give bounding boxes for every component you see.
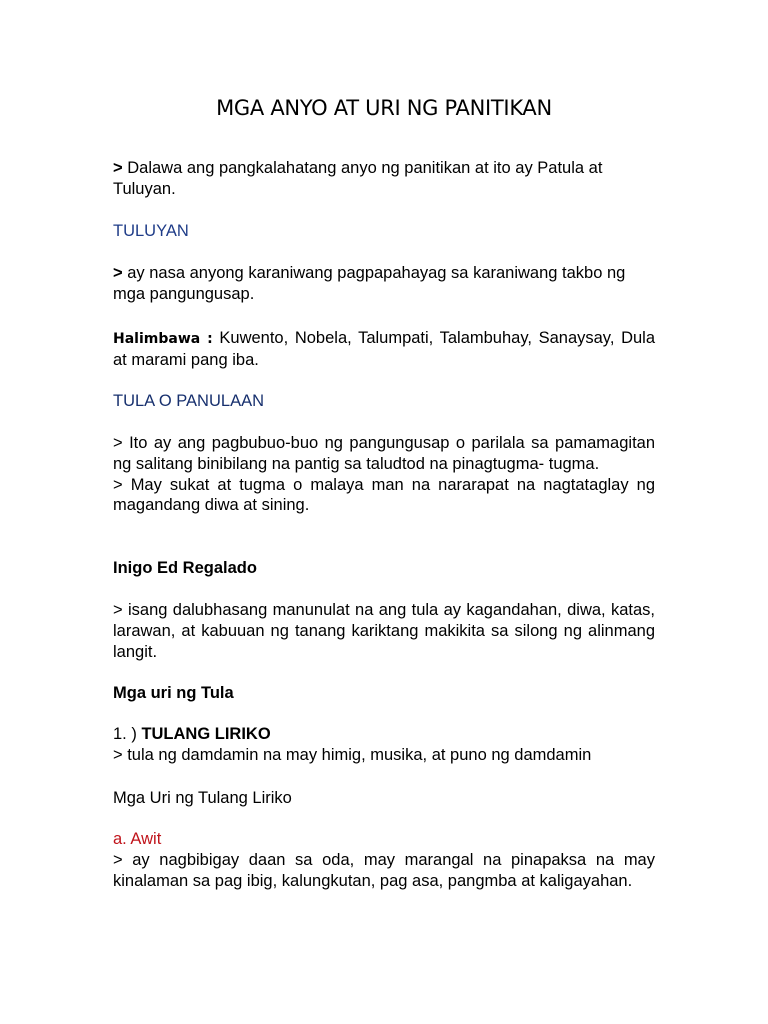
halimbawa-text: Kuwento, Nobela, Talumpati, Talambuhay, Sanaysay, Dula at marami pang iba. <box>113 329 656 369</box>
tulang-liriko-title-line <box>113 724 655 745</box>
halimbawa-label: Halimbawa : <box>113 331 213 347</box>
regalado-heading: Inigo Ed Regalado <box>113 559 257 577</box>
tula-paragraph <box>113 433 655 516</box>
halimbawa-paragraph <box>113 328 655 371</box>
intro-marker: > <box>113 159 123 177</box>
tula-line-2: > May sukat at tugma o malaya man na nararapat na nagtataglay ng magandang diwa at sining. <box>113 475 655 515</box>
awit-heading: a. Awit <box>113 830 162 848</box>
page-title: MGA ANYO AT URI NG PANITIKAN <box>216 96 552 120</box>
tulang-liriko-text: > tula ng damdamin na may himig, musika, at puno ng damdamin <box>113 745 592 764</box>
tulang-liriko-title: TULANG LIRIKO <box>141 725 271 743</box>
tula-heading: TULA O PANULAAN <box>113 392 264 410</box>
tulang-liriko-item <box>113 724 655 766</box>
tuluyan-text: ay nasa anyong karaniwang pagpapahayag sa karaniwang takbo ng mga pangungusap. <box>113 264 626 303</box>
tuluyan-paragraph <box>113 263 655 305</box>
uri-liriko-subheading: Mga Uri ng Tulang Liriko <box>113 789 292 807</box>
tula-line-1: > Ito ay ang pagbubuo-buo ng pangungusap o parilala sa pamamagitan ng salitang binibilang na pantig sa taludtod na pinagtugma- tugma. <box>113 434 655 473</box>
awit-text: > ay nagbibigay daan sa oda, may marangal na pinapaksa na may kinalaman sa pag ibig, kalungkutan, pag asa, pangmba at kaligayahan. <box>113 850 655 890</box>
intro-text: Dalawa ang pangkalahatang anyo ng panitikan at ito ay Patula at Tuluyan. <box>113 159 603 198</box>
tuluyan-heading: TULUYAN <box>113 222 189 240</box>
tuluyan-marker: > <box>113 264 123 282</box>
regalado-paragraph: > isang dalubhasang manunulat na ang tula ay kagandahan, diwa, katas, larawan, at kabuuan ng tanang kariktang makikita sa silong ng alinmang langit. <box>113 601 655 661</box>
uri-heading: Mga uri ng Tula <box>113 684 234 702</box>
intro-paragraph <box>113 158 655 200</box>
item-number: 1. ) <box>113 725 142 743</box>
awit-section <box>113 829 655 891</box>
